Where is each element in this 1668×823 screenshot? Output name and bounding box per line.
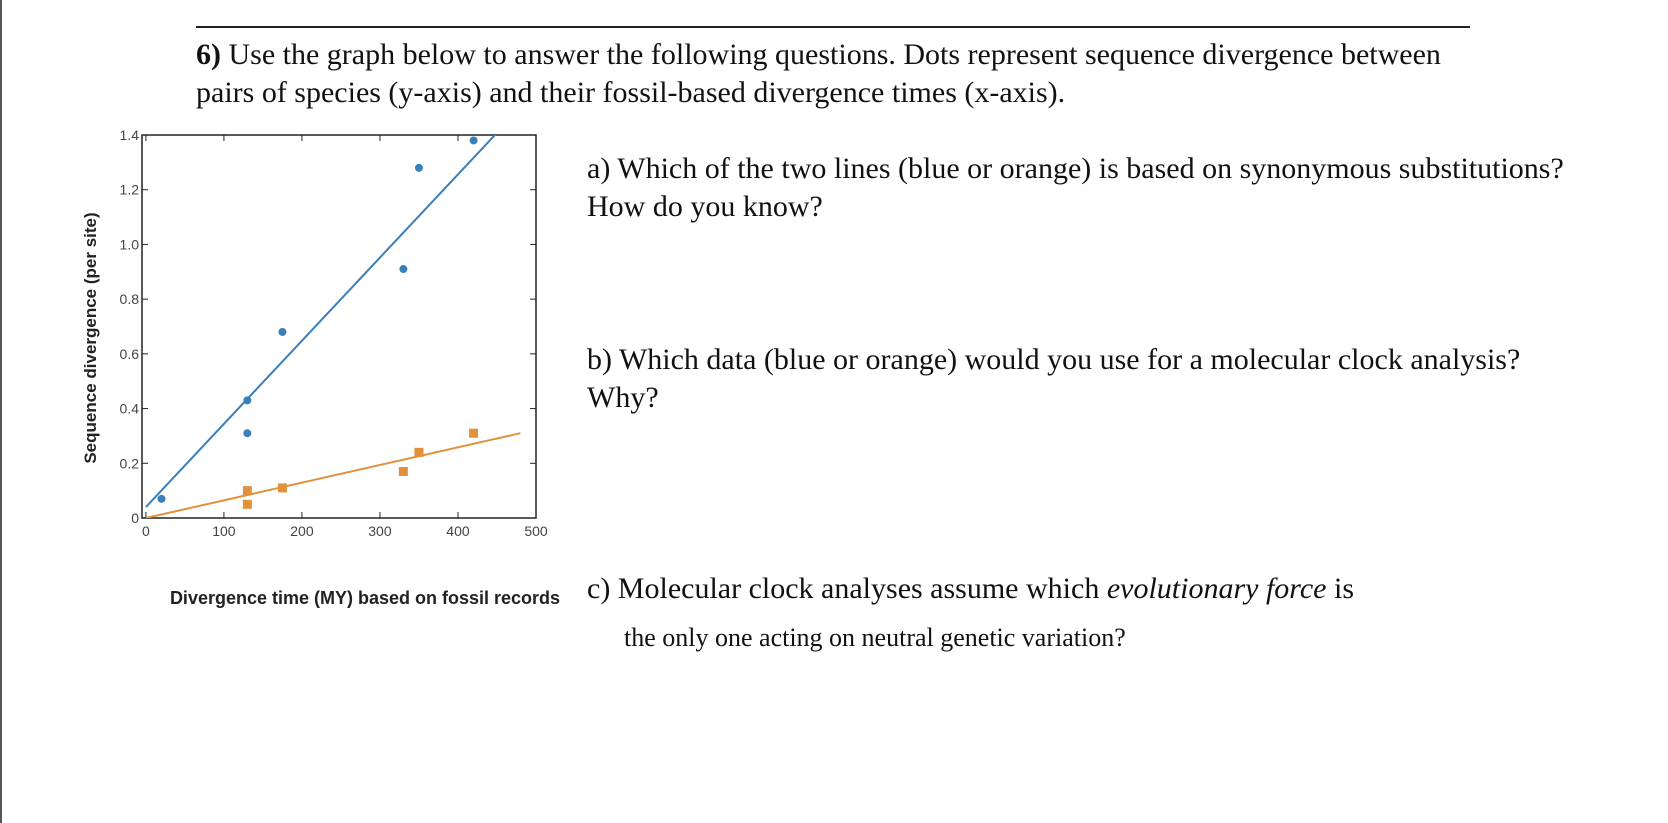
y-tick-label: 0.2: [119, 455, 139, 472]
y-tick-label: 0.8: [119, 291, 139, 308]
x-tick-label: 500: [524, 523, 548, 539]
y-tick-label: 1.2: [119, 181, 139, 198]
question-c: [587, 570, 1647, 608]
divergence-chart: [76, 130, 576, 620]
page-left-border: [0, 0, 2, 823]
y-tick-label: 1.4: [119, 130, 139, 143]
top-divider: [196, 26, 1470, 28]
plot-frame: [142, 135, 536, 518]
y-axis-label: Sequence divergence (per site): [81, 212, 100, 464]
x-tick-label: 300: [368, 523, 392, 539]
x-axis-label: Divergence time (MY) based on fossil records: [169, 588, 561, 608]
x-tick-label: 200: [290, 523, 314, 539]
data-point-circle: [243, 429, 251, 437]
data-point-square: [243, 486, 252, 495]
data-point-circle: [158, 495, 166, 503]
question-text: Use the graph below to answer the following questions. Dots represent sequence divergence between pairs of species (y-axis) and their fossil-based divergence times (x-axis).: [196, 38, 1441, 109]
chart-svg: [76, 130, 576, 620]
data-point-circle: [243, 396, 251, 404]
question-a: a) Which of the two lines (blue or orange) is based on synonymous substitutions? How do you know?: [587, 152, 1564, 223]
x-tick-label: 400: [446, 523, 470, 539]
data-point-circle: [470, 136, 478, 144]
y-tick-label: 0.4: [119, 400, 139, 417]
y-tick-label: 1.0: [119, 236, 139, 253]
data-point-square: [278, 483, 287, 492]
data-point-circle: [399, 265, 407, 273]
fit-line-0: [146, 130, 536, 507]
question-c-italic: evolutionary force: [1106, 572, 1327, 605]
question-number: 6): [196, 38, 221, 71]
question-b: b) Which data (blue or orange) would you use for a molecular clock analysis? Why?: [587, 343, 1521, 414]
data-point-square: [243, 500, 252, 509]
x-tick-label: 0: [142, 523, 150, 539]
y-tick-label: 0.6: [119, 345, 139, 362]
question-header: [196, 36, 1496, 112]
question-c-line2: the only one acting on neutral genetic variation?: [624, 623, 1126, 652]
y-tick-label: 0: [131, 510, 139, 526]
data-point-square: [414, 448, 423, 457]
question-c-part1: c) Molecular clock analyses assume which: [587, 572, 1107, 605]
data-point-circle: [278, 328, 286, 336]
x-tick-label: 100: [212, 523, 236, 539]
question-c-part2: is: [1326, 572, 1354, 605]
data-point-circle: [415, 164, 423, 172]
data-point-square: [469, 429, 478, 438]
data-point-square: [399, 467, 408, 476]
